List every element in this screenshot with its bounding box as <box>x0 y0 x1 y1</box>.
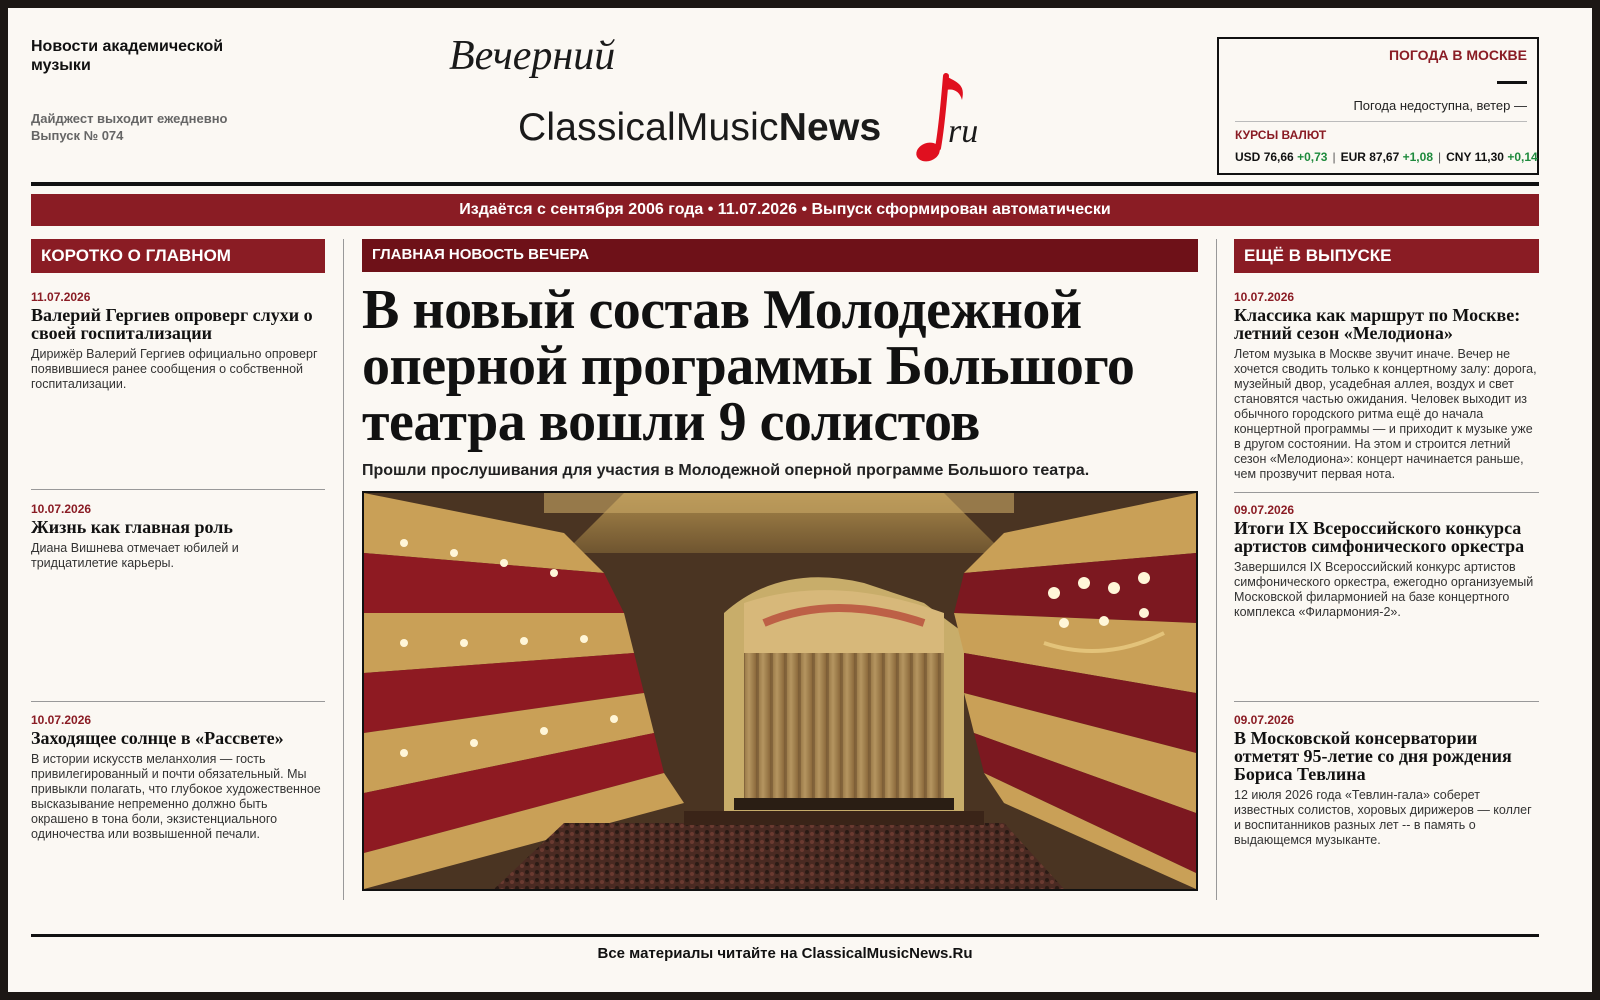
digest-frequency: Дайджест выходит ежедневно <box>31 111 228 126</box>
item-divider <box>31 489 325 490</box>
lead-photo-theater-hall[interactable] <box>362 491 1198 891</box>
edition-label: Вечерний <box>449 33 616 79</box>
brief-item[interactable] <box>31 501 325 571</box>
item-divider <box>31 701 325 702</box>
briefs-heading: КОРОТКО О ГЛАВНОМ <box>31 239 325 273</box>
item-summary: Диана Вишнева отмечает юбилей и тридцатилетие карьеры. <box>31 541 239 570</box>
logo-word-classical: Classical <box>518 106 676 149</box>
rates-title: КУРСЫ ВАЛЮТ <box>1235 128 1327 142</box>
item-summary: Завершился IX Всероссийский конкурс артистов симфонического оркестра, ежегодно организуемый Московской филармонией на базе концертного комплекса «Филармония-2». <box>1234 560 1534 619</box>
item-summary: Дирижёр Валерий Гергиев официально опроверг появившиеся ранее сообщения о собственной госпитализации. <box>31 347 318 391</box>
theater-hall-illustration <box>364 493 1196 889</box>
logo-wordmark <box>518 106 881 150</box>
weather-temperature-dash <box>1497 81 1527 84</box>
item-headline[interactable]: Классика как маршрут по Москве: летний сезон «Мелодиона» <box>1234 305 1521 343</box>
logo-word-music: Music <box>675 106 779 149</box>
item-headline[interactable]: Заходящее солнце в «Рассвете» <box>31 728 284 748</box>
rate-cny-change: +0,14 <box>1507 150 1538 164</box>
digest-info <box>31 110 291 144</box>
item-headline[interactable]: Валерий Гергиев опроверг слухи о своей госпитализации <box>31 305 313 343</box>
item-headline[interactable]: В Московской консерватории отметят 95-летие со дня рождения Бориса Тевлина <box>1234 728 1512 784</box>
briefs-column <box>31 239 325 841</box>
logo-word-ru: ru <box>948 113 978 150</box>
more-item[interactable] <box>1234 712 1539 848</box>
issue-banner: Издаётся с сентября 2006 года • 11.07.2026 • Выпуск сформирован автоматически <box>31 194 1539 226</box>
brief-item[interactable] <box>31 712 325 842</box>
rate-usd: USD 76,66 +0,73 <box>1235 150 1328 164</box>
lead-headline[interactable]: В новый состав Молодежной оперной программы Большого театра вошли 9 солистов <box>362 279 1135 453</box>
rate-cny: CNY 11,30 +0,14 <box>1446 150 1538 164</box>
item-divider <box>1234 701 1539 702</box>
lead-story <box>362 239 1198 480</box>
weather-divider <box>1235 121 1527 122</box>
currency-rates: USD 76,66 +0,73 | EUR 87,67 +1,08 | CNY 11,30 +0,14 <box>1235 150 1538 164</box>
more-item[interactable] <box>1234 502 1539 620</box>
lead-subtitle: Прошли прослушивания для участия в Молодежной оперной программе Большого театра. <box>362 462 1090 479</box>
item-headline[interactable]: Жизнь как главная роль <box>31 517 233 537</box>
logo-word-news: News <box>778 106 882 149</box>
weather-widget <box>1217 37 1539 175</box>
issue-number: Выпуск № 074 <box>31 128 124 143</box>
item-summary: Летом музыка в Москве звучит иначе. Вечер не хочется сводить только к концертному залу: дорога, музейный двор, усадебная аллея, воздух и свет становятся частью ожидания. Человек выходит из обычного городского ритма ещё до начала концертной программы — и приходит к музыке уже в другом состоянии. На этом и строится летний сезон «Мелодиона»: концерт начинается раньше, чем прозвучит первая нота. <box>1234 347 1537 481</box>
music-note-icon <box>908 70 978 170</box>
weather-title: ПОГОДА В МОСКВЕ <box>1388 47 1527 63</box>
more-item[interactable] <box>1234 289 1539 482</box>
item-headline[interactable]: Итоги IX Всероссийского конкурса артистов симфонического оркестра <box>1234 518 1525 556</box>
column-divider <box>343 239 344 900</box>
item-date: 10.07.2026 <box>1234 290 1295 304</box>
lead-heading: ГЛАВНАЯ НОВОСТЬ ВЕЧЕРА <box>362 239 1198 272</box>
weather-status: Погода недоступна, ветер — <box>1353 98 1527 113</box>
item-date: 10.07.2026 <box>31 502 92 516</box>
newspaper-page <box>8 8 1592 992</box>
item-summary: В истории искусств меланхолия — гость привилегированный и почти обязательный. Мы привыкли полагать, что глубокое художественное высказывание непременно должно быть окрашено в тона боли, экзистенциального одиночества или возвышенной печали. <box>31 752 321 841</box>
rate-eur: EUR 87,67 +1,08 <box>1340 150 1433 164</box>
footer-link[interactable]: Все материалы читайте на ClassicalMusicNews.Ru <box>597 945 973 962</box>
tagline: Новости академической музыки <box>31 38 224 74</box>
more-in-issue-column <box>1234 239 1539 847</box>
item-divider <box>1234 492 1539 493</box>
column-divider <box>1216 239 1217 900</box>
item-date: 09.07.2026 <box>1234 713 1295 727</box>
header-divider <box>31 182 1539 186</box>
item-date: 10.07.2026 <box>31 713 92 727</box>
brief-item[interactable] <box>31 289 325 392</box>
rate-usd-change: +0,73 <box>1297 150 1328 164</box>
footer-divider <box>31 934 1539 937</box>
more-heading: ЕЩЁ В ВЫПУСКЕ <box>1234 239 1539 273</box>
rate-eur-change: +1,08 <box>1402 150 1433 164</box>
item-date: 11.07.2026 <box>31 290 91 304</box>
item-date: 09.07.2026 <box>1234 503 1295 517</box>
item-summary: 12 июля 2026 года «Тевлин-гала» соберет известных солистов, хоровых дирижеров — коллег и воспитанников разных лет -- в память о выдающемся музыканте. <box>1234 788 1532 847</box>
